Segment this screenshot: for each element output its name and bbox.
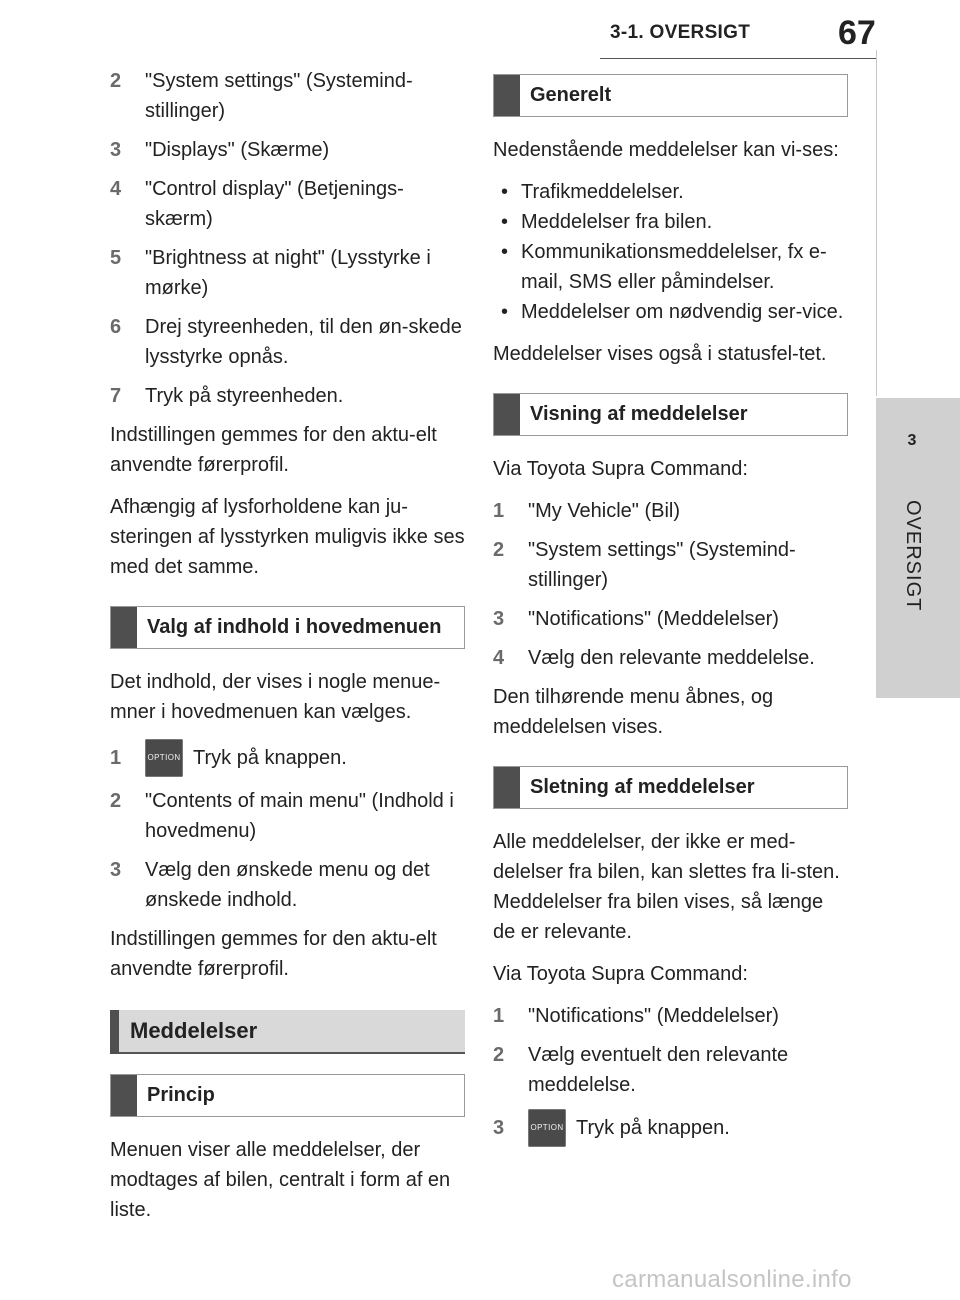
step-number: 5	[110, 247, 122, 269]
subheading-principle: Princip	[110, 1074, 465, 1117]
bullet-list	[493, 177, 848, 327]
paragraph: Meddelelser vises også i statusfel-tet.	[493, 343, 827, 365]
step-text: "System settings" (Systemind-stillinger)	[145, 70, 413, 122]
step-number: 1	[110, 747, 122, 769]
step-number: 1	[493, 1005, 505, 1027]
step-text: Drej styreenheden, til den øn-skede lysstyrke opnås.	[145, 316, 462, 368]
left-column	[110, 66, 465, 1237]
step-item	[110, 135, 465, 165]
step-number: 2	[110, 790, 122, 812]
paragraph: Indstillingen gemmes for den aktu-elt anvendte førerprofil.	[110, 424, 437, 476]
step-number: 4	[110, 178, 122, 200]
step-text: "Notifications" (Meddelelser)	[528, 1005, 779, 1027]
step-text: "My Vehicle" (Bil)	[528, 500, 681, 522]
step-number: 3	[493, 608, 505, 630]
step-item	[110, 66, 465, 126]
page-number: 67	[838, 14, 876, 52]
step-number: 2	[493, 1044, 505, 1066]
side-tab-number: 3	[907, 432, 917, 449]
step-number: 3	[110, 139, 122, 161]
right-column	[493, 66, 848, 1156]
subheading-delete-messages: Sletning af meddelelser	[493, 766, 848, 809]
list-item: • Kommunikationsmeddelelser, fx e-mail, SMS eller påmindelser.	[493, 237, 848, 297]
watermark: carmanualsonline.info	[612, 1266, 852, 1293]
step-item	[110, 786, 465, 846]
heading-messages: Meddelelser	[110, 1010, 465, 1054]
subheading-general: Generelt	[493, 74, 848, 117]
step-number: 3	[493, 1117, 505, 1139]
step-item	[110, 855, 465, 915]
paragraph: Afhængig af lysforholdene kan ju-steringen af lysstyrken muligvis ikke ses med det samme.	[110, 496, 465, 578]
step-item	[493, 1040, 848, 1100]
subheading-content-selection: Valg af indhold i hovedmenuen	[110, 606, 465, 649]
step-item	[493, 1109, 848, 1147]
option-button-icon: OPTION	[145, 739, 183, 777]
step-text: "System settings" (Systemind-stillinger)	[528, 539, 796, 591]
paragraph: Indstillingen gemmes for den aktu-elt anvendte førerprofil.	[110, 928, 437, 980]
side-tab-top	[876, 50, 960, 396]
paragraph: Menuen viser alle meddelelser, der modtages af bilen, centralt i form af en liste.	[110, 1139, 451, 1221]
step-number: 3	[110, 859, 122, 881]
paragraph: Nedenstående meddelelser kan vi-ses:	[493, 139, 839, 161]
subheading-display-messages: Visning af meddelelser	[493, 393, 848, 436]
step-text: Vælg eventuelt den relevante meddelelse.	[528, 1044, 789, 1096]
step-item	[493, 604, 848, 634]
step-item	[493, 535, 848, 595]
step-text: Vælg den ønskede menu og det ønskede indhold.	[145, 859, 430, 911]
step-number: 4	[493, 647, 505, 669]
step-number: 6	[110, 316, 122, 338]
step-text: Tryk på knappen.	[576, 1117, 730, 1139]
paragraph: Den tilhørende menu åbnes, og meddelelsen vises.	[493, 686, 774, 738]
step-text: Tryk på styreenheden.	[145, 385, 344, 407]
paragraph: Via Toyota Supra Command:	[493, 458, 748, 480]
step-number: 2	[493, 539, 505, 561]
section-title: 3-1. OVERSIGT	[610, 22, 751, 43]
step-text: "Displays" (Skærme)	[145, 139, 330, 161]
step-item	[110, 243, 465, 303]
step-item	[493, 643, 848, 673]
list-item: • Meddelelser fra bilen.	[493, 207, 848, 237]
step-item	[493, 1001, 848, 1031]
step-number: 7	[110, 385, 122, 407]
step-number: 2	[110, 70, 122, 92]
step-item	[110, 381, 465, 411]
step-text: "Brightness at night" (Lysstyrke i mørke)	[145, 247, 431, 299]
step-text: Tryk på knappen.	[193, 747, 347, 769]
step-text: Vælg den relevante meddelelse.	[528, 647, 815, 669]
step-text: "Control display" (Betjenings-skærm)	[145, 178, 404, 230]
option-button-icon: OPTION	[528, 1109, 566, 1147]
list-item: • Meddelelser om nødvendig ser-vice.	[493, 297, 848, 327]
step-text: "Contents of main menu" (Indhold i hovedmenu)	[145, 790, 454, 842]
list-item: • Trafikmeddelelser.	[493, 177, 848, 207]
side-tab-label: OVERSIGT	[902, 500, 924, 612]
paragraph: Det indhold, der vises i nogle menue-mner i hovedmenuen kan vælges.	[110, 671, 441, 723]
step-item	[110, 312, 465, 372]
step-text: "Notifications" (Meddelelser)	[528, 608, 779, 630]
step-item	[110, 739, 465, 777]
paragraph: Alle meddelelser, der ikke er med-delelser fra bilen, kan slettes fra li-sten. Meddelelser fra bilen vises, så længe de er relevante.	[493, 831, 840, 943]
step-item	[493, 496, 848, 526]
step-number: 1	[493, 500, 505, 522]
step-item	[110, 174, 465, 234]
paragraph: Via Toyota Supra Command:	[493, 963, 748, 985]
